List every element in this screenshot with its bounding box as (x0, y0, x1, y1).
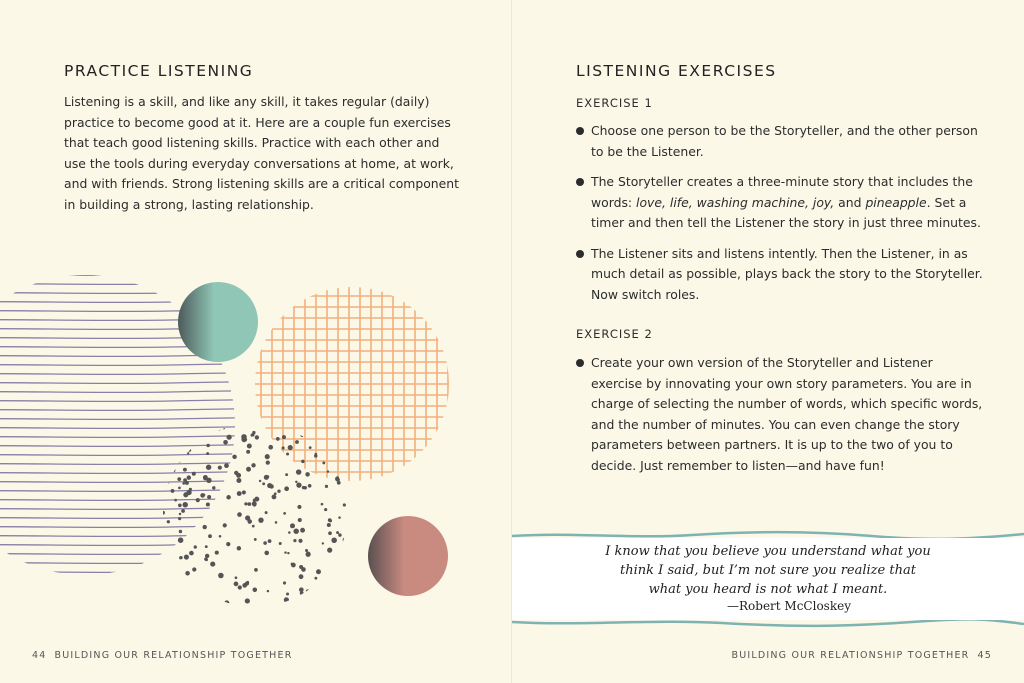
exercise-1-list (576, 121, 986, 315)
bullet-icon (576, 359, 584, 367)
bullet-icon (576, 250, 584, 258)
right-running-title: BUILDING OUR RELATIONSHIP TOGETHER (731, 650, 970, 661)
list-item: The Storyteller creates a three-minute story that includes the words: love, life, washing machine, joy, and pineapple. Set a timer and then tell the Listener the story in just three minutes. (576, 172, 986, 234)
left-page-number: 44 (32, 650, 47, 661)
list-item: The Listener sits and listens intently. Then the Listener, in as much detail as possible, plays back the story to the Storyteller. Now switch roles. (576, 244, 986, 306)
abstract-circles-illustration (0, 260, 470, 630)
left-intro-paragraph: Listening is a skill, and like any skill, it takes regular (daily) practice to become good at it. Here are a couple fun exercises that teach good listening skills. Practice with each other and use the tools during everyday conversations at home, at work, and with friends. Strong listening skills are a critical component in building a strong, lasting relationship. (64, 94, 459, 212)
exercise-2-list (576, 353, 986, 486)
right-page (512, 0, 1024, 683)
teal-circle (178, 282, 258, 362)
rose-circle (368, 516, 448, 596)
quote-attribution: —Robert McCloskey (727, 599, 851, 613)
quote-text: I know that you believe you understand what you think I said, but I’m not sure you realize that what you heard is not what I meant. (605, 544, 931, 597)
orange-grid-circle (250, 280, 455, 490)
right-page-number: 45 (977, 650, 992, 661)
right-footer (731, 650, 992, 661)
dotted-circle (161, 421, 349, 607)
left-footer (32, 650, 293, 661)
exercise-2-label: EXERCISE 2 (576, 327, 653, 341)
left-running-title: BUILDING OUR RELATIONSHIP TOGETHER (54, 650, 293, 661)
list-item: Choose one person to be the Storyteller, and the other person to be the Listener. (576, 121, 986, 162)
bullet-icon (576, 178, 584, 186)
exercise-1-label: EXERCISE 1 (576, 96, 653, 110)
left-page (0, 0, 511, 683)
list-item: Create your own version of the Storyteller and Listener exercise by innovating your own story parameters. You are in charge of selecting the number of words, which specific words, and the number of minutes. You can even change the story parameters between partners. It is up to the two of you to decide. Just remember to listen—and have fun! (576, 353, 986, 476)
right-page-title: LISTENING EXERCISES (576, 62, 777, 80)
left-page-title: PRACTICE LISTENING (64, 62, 254, 80)
bullet-icon (576, 127, 584, 135)
